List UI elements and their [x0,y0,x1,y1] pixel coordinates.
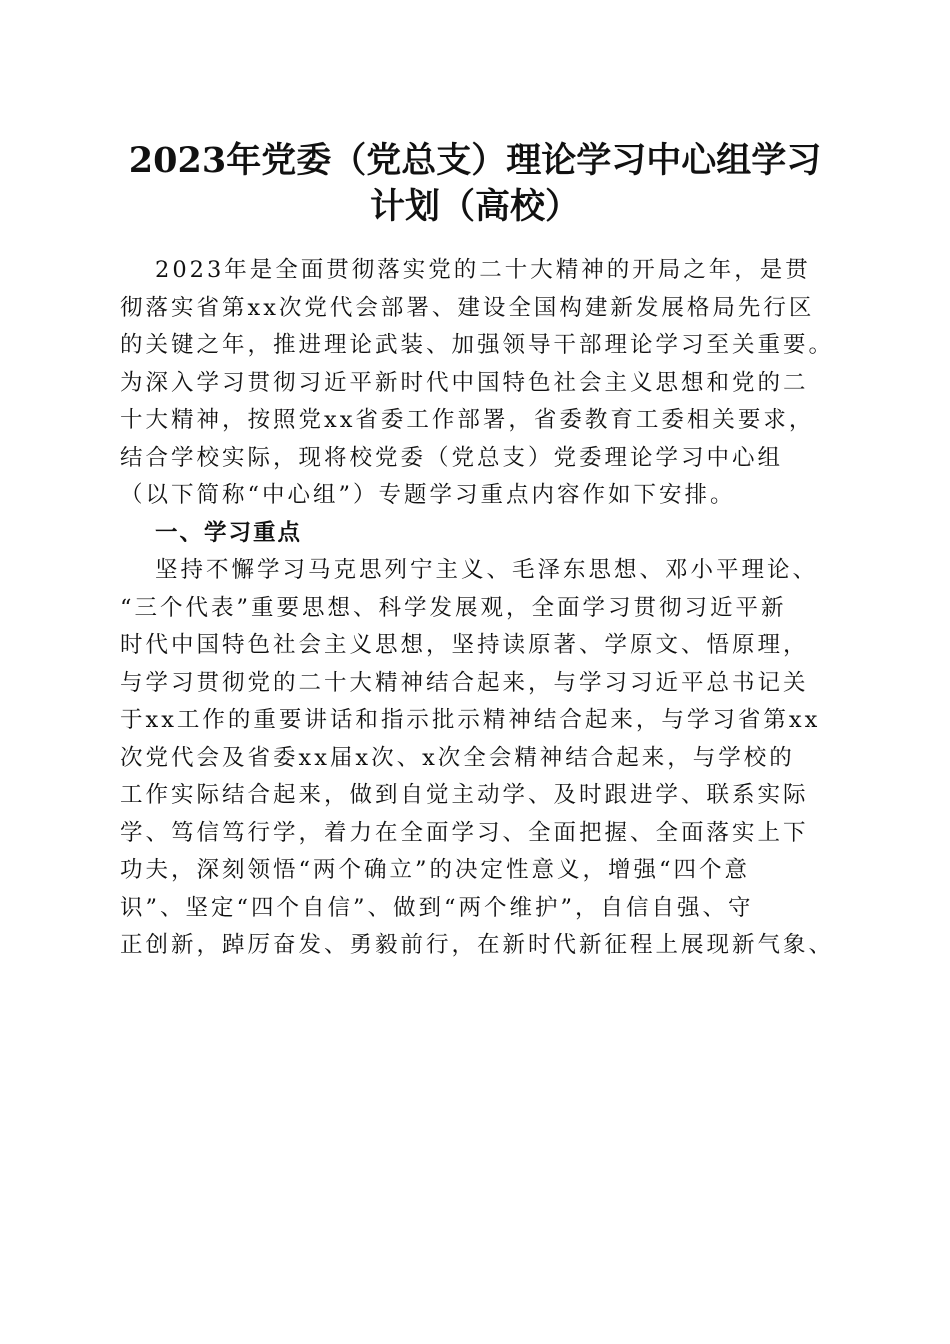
intro-paragraph-line: （以下简称“中心组”）专题学习重点内容作如下安排。 [120,482,736,508]
section-paragraph-line: 功夫，深刻领悟“两个确立”的决定性意义，增强“四个意 [120,857,751,883]
intro-paragraph-line: 2023年是全面贯彻落实党的二十大精神的开局之年，是贯 [155,257,811,283]
section-paragraph-line: 时代中国特色社会主义思想，坚持读原著、学原文、悟原理， [120,632,809,658]
section-paragraph-line: 正创新，踔厉奋发、勇毅前行，在新时代新征程上展现新气象、 [120,932,835,958]
document-body [120,252,845,965]
intro-paragraph-line: 彻落实省第xx次党代会部署、建设全国构建新发展格局先行区 [120,294,815,321]
intro-paragraph-line: 结合学校实际，现将校党委（党总支）党委理论学习中心组 [120,444,784,471]
title-line-2: 计划（高校） [369,186,580,227]
title-line-1: 2023年党委（党总支）理论学习中心组学习 [128,140,822,181]
section-paragraph-line: 于xx工作的重要讲话和指示批示精神结合起来，与学习省第xx [120,707,821,733]
section-paragraph-line: 工作实际结合起来，做到自觉主动学、及时跟进学、联系实际 [120,782,809,808]
intro-paragraph-line: 的关键之年，推进理论武装、加强领导干部理论学习至关重要。 [120,332,835,358]
section-paragraph-line: 坚持不懈学习马克思列宁主义、毛泽东思想、邓小平理论、 [155,557,819,583]
intro-paragraph-line: 为深入学习贯彻习近平新时代中国特色社会主义思想和党的二 [120,369,809,396]
intro-paragraph-line: 十大精神，按照党xx省委工作部署，省委教育工委相关要求， [120,407,815,433]
section-paragraph-line: 次党代会及省委xx届x次、x次全会精神结合起来，与学校的 [120,744,795,771]
section-paragraph-line: 与学习贯彻党的二十大精神结合起来，与学习习近平总书记关 [120,669,809,696]
section-paragraph-line: 识”、坚定“四个自信”、做到“两个维护”，自信自强、守 [120,894,754,921]
section-paragraph-line: “三个代表”重要思想、科学发展观，全面学习贯彻习近平新 [120,594,787,621]
section-paragraph-line: 学、笃信笃行学，着力在全面学习、全面把握、全面落实上下 [120,819,809,846]
section-heading: 一、学习重点 [155,519,303,546]
document-title [0,138,950,230]
